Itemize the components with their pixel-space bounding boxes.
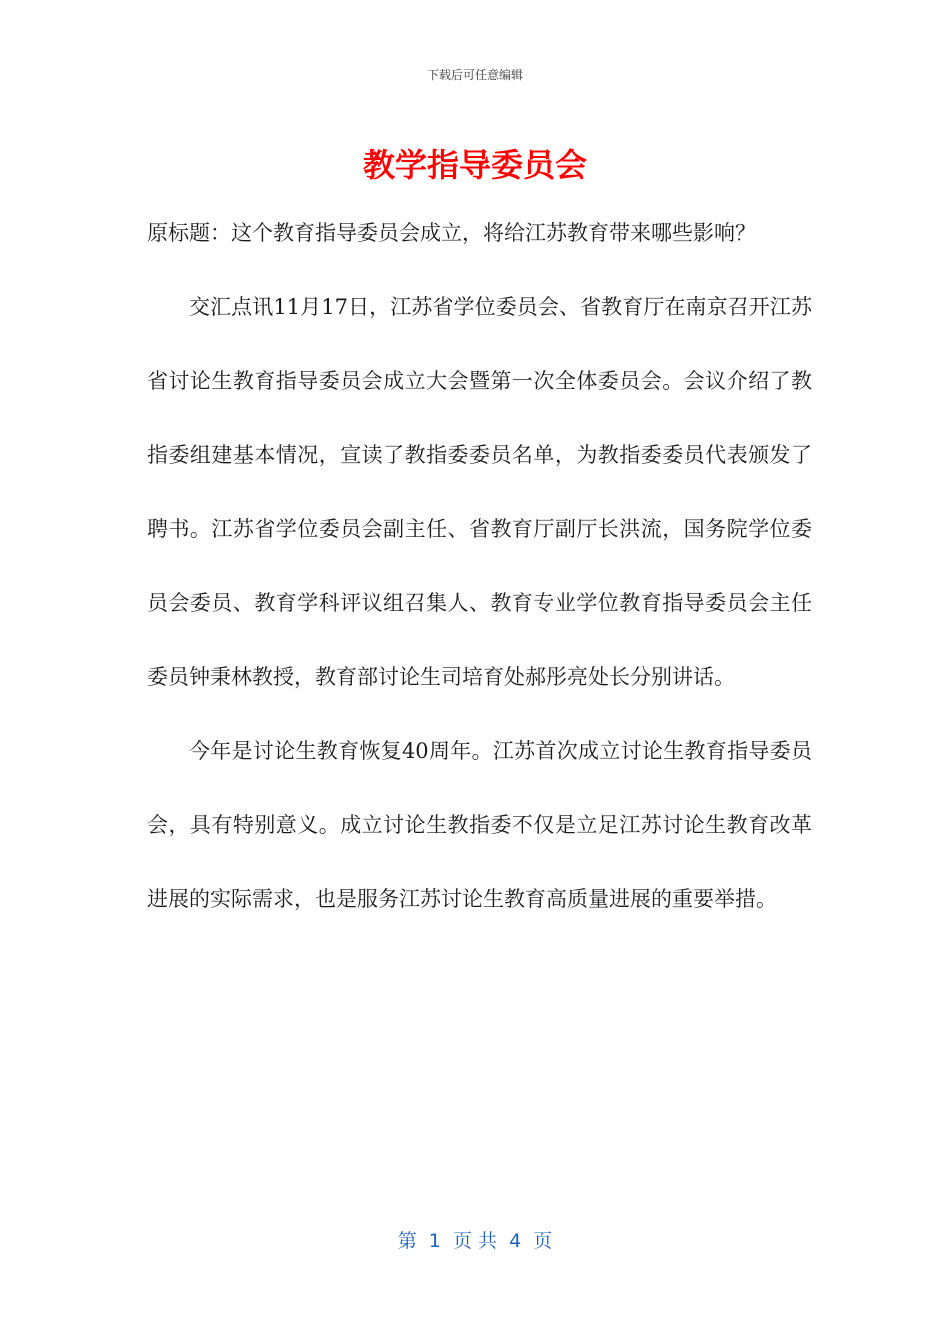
paragraph-significance: 今年是讨论生教育恢复40周年。江苏首次成立讨论生教育指导委员会，具有特别意义。成立讨论生教指委不仅是立足江苏讨论生教育改革进展的实际需求，也是服务江苏讨论生教育高质量进展的重要举措。 xyxy=(147,739,812,911)
header-note: 下载后可任意编辑 xyxy=(426,68,523,82)
paragraph-original-title: 原标题：这个教育指导委员会成立，将给江苏教育带来哪些影响？ xyxy=(147,221,756,245)
document-body xyxy=(147,196,812,936)
document-title: 教学指导委员会 xyxy=(362,146,587,184)
page-number-footer: 第 1 页 共 4 页 xyxy=(397,1230,553,1252)
paragraph-meeting-report: 交汇点讯11月17日，江苏省学位委员会、省教育厅在南京召开江苏省讨论生教育指导委员会成立大会暨第一次全体委员会。会议介绍了教指委组建基本情况，宣读了教指委委员名单，为教指委委员代表颁发了聘书。江苏省学位委员会副主任、省教育厅副厅长洪流，国务院学位委员会委员、教育学科评议组召集人、教育专业学位教育指导委员会主任委员钟秉林教授，教育部讨论生司培育处郝彤亮处长分别讲话。 xyxy=(147,295,812,689)
